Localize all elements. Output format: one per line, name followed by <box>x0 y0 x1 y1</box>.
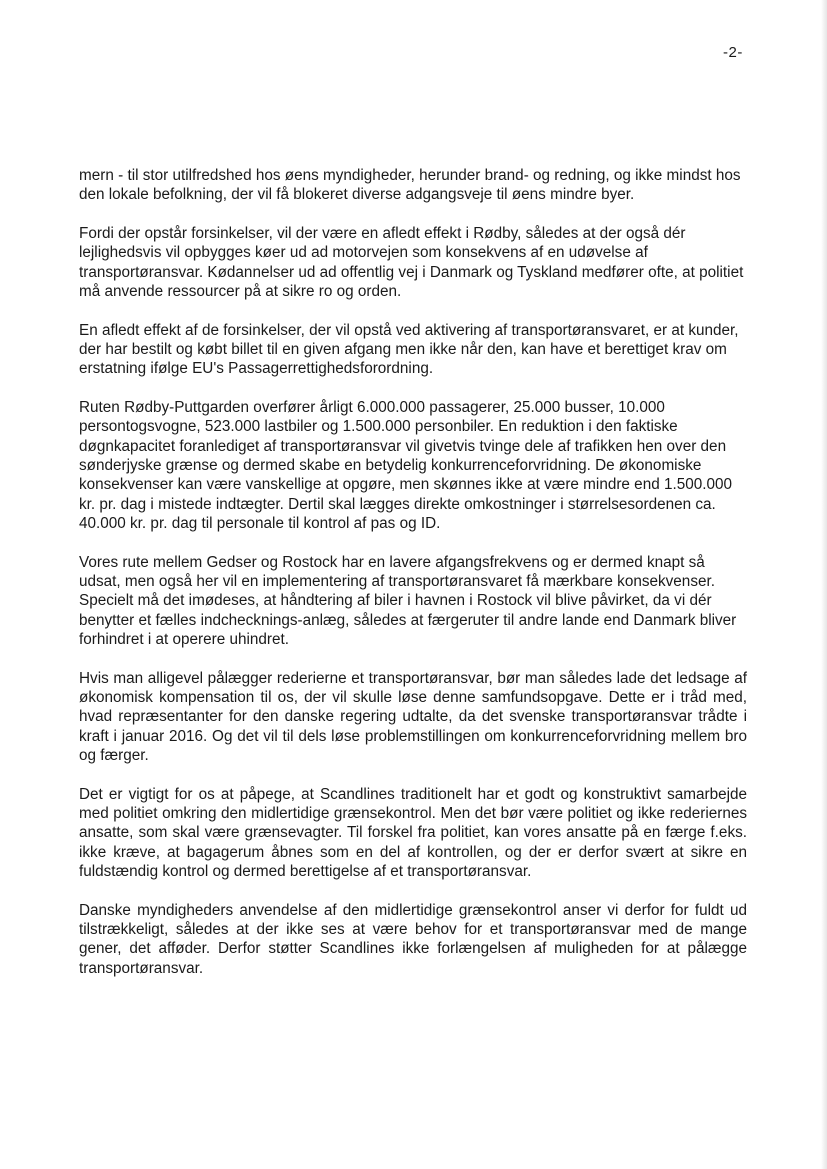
paragraph-compensation: Hvis man alligevel pålægger rederierne et transportøransvar, bør man således lade det ledsage af økonomisk kompensation til os, der vil skulle løse denne samfundsopgave. Dette er i tråd med, hvad repræsentanter for den danske regering udtalte, da det svenske transportøransvar trådte i kraft i januar 2016. Og det vil til dels løse problemstillingen om konkurrenceforvridning mellem bro og færger. <box>79 669 747 764</box>
page-number: -2- <box>723 44 743 61</box>
paragraph-police-cooperation: Det er vigtigt for os at påpege, at Scandlines traditionelt har et godt og konstruktivt samarbejde med politiet omkring den midlertidige grænsekontrol. Men det bør være politiet og ikke rederiernes ansatte, som skal være grænsevagter. Til forskel fra politiet, kan vores ansatte på en færge f.eks. ikke kræve, at bagagerum åbnes som en del af kontrollen, og der er derfor svært at sikre en fuldstændig kontrol og dermed berettigelse af et transportøransvar. <box>79 785 747 880</box>
paragraph-conclusion: Danske myndigheders anvendelse af den midlertidige grænsekontrol anser vi derfor for fuldt ud tilstrækkeligt, således at der ikke ses at være behov for et transportøransvar med de mange gener, det afføder. Derfor støtter Scandlines ikke forlængelsen af muligheden for at pålægge transportøransvar. <box>79 901 747 977</box>
paragraph-continuation: mern - til stor utilfredshed hos øens myndigheder, herunder brand- og redning, og ikke mindst hos den lokale befolkning, der vil få blokeret diverse adgangsveje til øens mindre byer. <box>79 167 741 204</box>
paragraph-route-volumes: Ruten Rødby-Puttgarden overfører årligt 6.000.000 passagerer, 25.000 busser, 10.000 persontogsvogne, 523.000 lastbiler og 1.500.000 personbiler. En reduktion i den faktiske døgnkapacitet foranlediget af transportøransvar vil givetvis tvinge dele af trafikken hen over den sønderjyske grænse og dermed skabe en betydelig konkurrenceforvridning. De økonomiske konsekvenser kan være vanskellige at opgøre, men skønnes ikke at være mindre end 1.500.000 kr. pr. dag i mistede indtægter. Dertil skal lægges direkte omkostninger i størrelsesordenen ca. 40.000 kr. pr. dag til personale til kontrol af pas og ID. <box>79 399 733 532</box>
paragraph-gedser-rostock: Vores rute mellem Gedser og Rostock har en lavere afgangsfrekvens og er dermed knapt så udsat, men også her vil en implementering af transportøransvaret få mærkbare konsekvenser. Specielt må det imødeses, at håndtering af biler i havnen i Rostock vil blive påvirket, da vi dér benytter et fælles indchecknings-anlæg, således at færgeruter til andre lande end Danmark bliver forhindret i at operere uhindret. <box>79 553 737 648</box>
scan-edge-shadow <box>821 0 827 1169</box>
paragraph-passenger-rights: En afledt effekt af de forsinkelser, der vil opstå ved aktivering af transportøransvaret, er at kunder, der har bestilt og købt billet til en given afgang men ikke når den, kan have et berettiget krav om erstatning ifølge EU's Passagerrettighedsforordning. <box>79 321 739 378</box>
document-body <box>79 166 747 997</box>
paragraph-rodby-effect: Fordi der opstår forsinkelser, vil der være en afledt effekt i Rødby, således at der også dér lejlighedsvis vil opbygges køer ud ad motorvejen som konsekvens af en udøvelse af transportøransvar. Kødannelser ud ad offentlig vej i Danmark og Tyskland medfører ofte, at politiet må anvende ressourcer på at sikre ro og orden. <box>79 225 744 300</box>
